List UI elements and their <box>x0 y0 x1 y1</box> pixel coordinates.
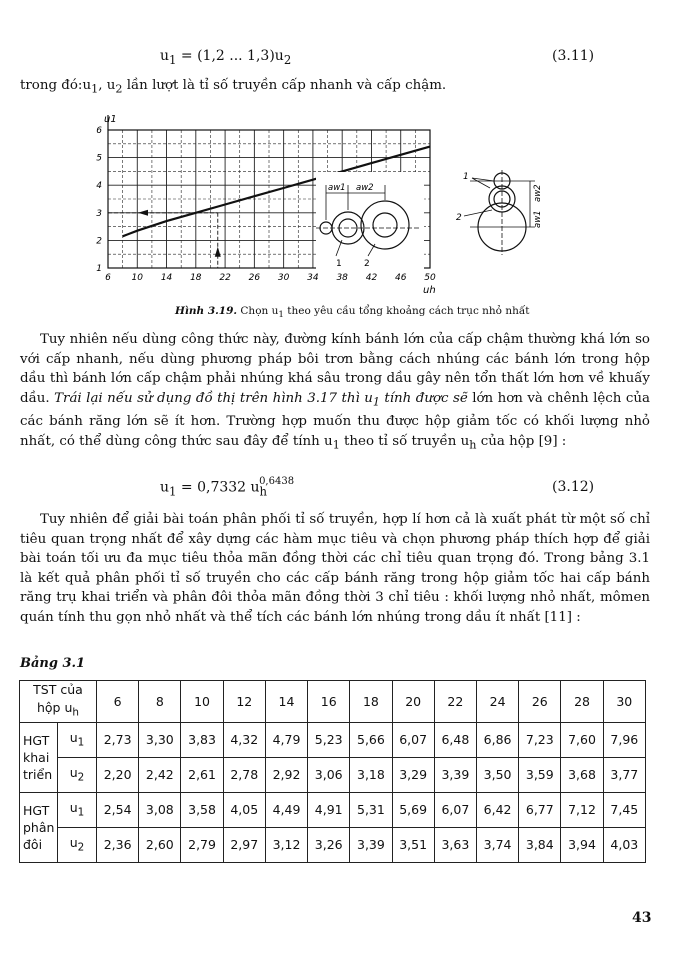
page-number: 43 <box>632 910 652 926</box>
table-3-1 <box>19 680 646 863</box>
table-cell: 6,07 <box>434 792 476 827</box>
svg-text:2: 2 <box>364 259 370 269</box>
table-cell: 3,29 <box>392 757 434 792</box>
table-row <box>20 722 646 757</box>
x-tick-label: 46 <box>395 273 407 283</box>
table-cell: 3,39 <box>434 757 476 792</box>
table-row <box>20 792 646 827</box>
table-cell: 4,79 <box>265 722 307 757</box>
table-cell: 2,20 <box>97 757 139 792</box>
table-cell: 6,77 <box>519 792 561 827</box>
table-cell: 2,79 <box>181 827 223 862</box>
paragraph-2: Tuy nhiên để giải bài toán phân phối tỉ số truyền, hợp lí hơn cả là xuất phát từ một số chỉ tiêu quan trọng nhất để xây dựng các hàm mục tiêu và chọn phương pháp thích hợp để giải bài toán tối ưu đa mục tiêu thỏa mãn đồng thời các chỉ tiêu quan trọng đó. Trong bảng 3.1 là kết quả phân phối tỉ số truyền cho các cấp bánh răng trong hộp giảm tốc hai cấp bánh răng trụ khai triển và phân đôi thỏa mãn đồng thời 3 chỉ tiêu : khối lượng nhỏ nhất, mômen quán tính thu gọn nhỏ nhất và thể tích các bánh lớn nhúng trong dầu ít nhất [11] : <box>20 512 650 625</box>
table-cell: 6,48 <box>434 722 476 757</box>
table-cell: 3,83 <box>181 722 223 757</box>
table-cell: 2,78 <box>223 757 265 792</box>
table-cell: 4,49 <box>265 792 307 827</box>
table-col-header: 8 <box>139 681 181 723</box>
table-cell: 3,74 <box>476 827 518 862</box>
x-tick-label: 14 <box>160 273 173 283</box>
table-col-header: 20 <box>392 681 434 723</box>
figure-caption: Hình 3.19. Chọn $u_1$ theo yêu cầu tổng khoảng cách trục nhỏ nhất <box>175 305 530 321</box>
table-cell: 3,58 <box>181 792 223 827</box>
table-cell: 2,54 <box>97 792 139 827</box>
table-cell: 2,92 <box>265 757 307 792</box>
chart-annotation-arrows <box>108 210 221 268</box>
table-col-header: 16 <box>308 681 350 723</box>
table-cell: 7,96 <box>603 722 645 757</box>
table-cell: 3,30 <box>139 722 181 757</box>
table-group-label: HGT phân đôi <box>20 792 58 862</box>
x-axis-label: uh <box>423 285 436 296</box>
table-cell: 5,69 <box>392 792 434 827</box>
annotation-arrow-up <box>215 247 221 257</box>
table-col-header: 24 <box>476 681 518 723</box>
table-col-header: 12 <box>223 681 265 723</box>
x-tick-label: 22 <box>219 273 231 283</box>
svg-text:2: 2 <box>456 213 462 223</box>
x-tick-label: 18 <box>190 273 202 283</box>
svg-text:aw1: aw1 <box>533 210 543 228</box>
table-col-header: 6 <box>97 681 139 723</box>
table-cell: 3,51 <box>392 827 434 862</box>
equation-number-3-11: (3.11) <box>552 48 595 64</box>
table-cell: 4,03 <box>603 827 645 862</box>
table-header-row <box>20 681 646 723</box>
x-tick-label: 6 <box>105 273 111 283</box>
table-cell: 6,07 <box>392 722 434 757</box>
equation-3-11: $u_1 = (1,2$ ... $1,3)u_2$ <box>160 48 292 67</box>
table-cell: 3,50 <box>476 757 518 792</box>
svg-text:aw2: aw2 <box>356 183 374 193</box>
table-cell: 3,68 <box>561 757 603 792</box>
table-cell: 3,63 <box>434 827 476 862</box>
table-col-header: 26 <box>519 681 561 723</box>
equation-number-3-12: (3.12) <box>552 479 595 495</box>
table-cell: 2,60 <box>139 827 181 862</box>
table-row <box>20 827 646 862</box>
x-tick-label: 26 <box>248 273 261 283</box>
table-cell: 3,39 <box>350 827 392 862</box>
table-cell: 5,66 <box>350 722 392 757</box>
table-col-header: 30 <box>603 681 645 723</box>
figure-3-19 <box>90 110 620 300</box>
table-header-label: TST của hộp $u_h$ <box>20 681 97 723</box>
svg-text:1: 1 <box>336 259 342 269</box>
svg-text:aw1: aw1 <box>328 183 346 193</box>
table-row-symbol: $u_1$ <box>58 722 97 757</box>
table-row-symbol: $u_1$ <box>58 792 97 827</box>
table-cell: 3,12 <box>265 827 307 862</box>
table-cell: 2,61 <box>181 757 223 792</box>
table-cell: 7,23 <box>519 722 561 757</box>
table-cell: 4,91 <box>308 792 350 827</box>
table-cell: 6,86 <box>476 722 518 757</box>
x-tick-label: 30 <box>277 273 290 283</box>
table-cell: 2,36 <box>97 827 139 862</box>
table-cell: 5,23 <box>308 722 350 757</box>
table-cell: 6,42 <box>476 792 518 827</box>
table-cell: 4,05 <box>223 792 265 827</box>
table-cell: 4,32 <box>223 722 265 757</box>
table-col-header: 22 <box>434 681 476 723</box>
annotation-arrow-left <box>138 210 148 216</box>
table-col-header: 28 <box>561 681 603 723</box>
y-tick-label: 6 <box>96 126 102 136</box>
table-row-symbol: $u_2$ <box>58 757 97 792</box>
table-cell: 2,73 <box>97 722 139 757</box>
table-cell: 7,60 <box>561 722 603 757</box>
svg-text:1: 1 <box>463 172 469 182</box>
table-col-header: 18 <box>350 681 392 723</box>
y-tick-label: 2 <box>96 236 102 247</box>
x-tick-label: 34 <box>307 273 319 283</box>
x-tick-label: 50 <box>424 273 436 283</box>
table-row-symbol: $u_2$ <box>58 827 97 862</box>
inset-gear-sketch <box>316 172 424 270</box>
table-cell: 2,42 <box>139 757 181 792</box>
x-tick-label: 10 <box>131 273 143 283</box>
table-cell: 3,26 <box>308 827 350 862</box>
table-cell: 3,59 <box>519 757 561 792</box>
table-cell: 2,97 <box>223 827 265 862</box>
x-tick-label: 42 <box>365 273 378 283</box>
x-tick-label: 38 <box>336 273 348 283</box>
table-cell: 3,84 <box>519 827 561 862</box>
paragraph-1: Tuy nhiên nếu dùng công thức này, đường kính bánh lớn của cấp chậm thường khá lớn so với cấp nhanh, nếu dùng phương pháp bôi trơn bằng cách nhúng các bánh lớn trong hộp dầu thì bánh lớn cấp chậm phải nhúng khá sâu trong dầu gây nên tổn thất lớn hơn về khuấy dầu. Trái lại nếu sử dụng đồ thị trên hình 3.17 thì $u_1$ tính được sẽ lớn hơn và chênh lệch của các bánh răng lớn sẽ ít hơn. Trường hợp muốn thu được hộp giảm tốc có khối lượng nhỏ nhất, có thể dùng công thức sau đây để tính $u_1$ theo tỉ số truyền $u_h$ của hộp [9] : <box>20 332 650 452</box>
table-cell: 5,31 <box>350 792 392 827</box>
where-line: trong $đó:u_1$, $u_2$ lần lượt là tỉ số truyền cấp nhanh và cấp chậm. <box>20 78 447 96</box>
table-cell: 3,06 <box>308 757 350 792</box>
table-col-header: 14 <box>265 681 307 723</box>
table-cell: 7,12 <box>561 792 603 827</box>
table-cell: 3,18 <box>350 757 392 792</box>
table-cell: 3,94 <box>561 827 603 862</box>
table-row <box>20 757 646 792</box>
y-tick-label: 1 <box>96 264 102 274</box>
table-title: Bảng 3.1 <box>20 656 86 671</box>
table-cell: 3,77 <box>603 757 645 792</box>
table-col-header: 10 <box>181 681 223 723</box>
table-cell: 3,08 <box>139 792 181 827</box>
side-gear-sketch <box>456 170 543 255</box>
table-cell: 7,45 <box>603 792 645 827</box>
y-tick-label: 4 <box>96 181 102 192</box>
svg-text:aw2: aw2 <box>533 184 543 202</box>
y-tick-label: 3 <box>96 208 102 219</box>
y-axis-label: u1 <box>104 114 117 125</box>
y-tick-label: 5 <box>96 153 102 164</box>
equation-3-12: $u_1 = 0,7332$ $u_h^{0,6438}$ <box>160 476 295 499</box>
table-group-label: HGT khai triển <box>20 722 58 792</box>
